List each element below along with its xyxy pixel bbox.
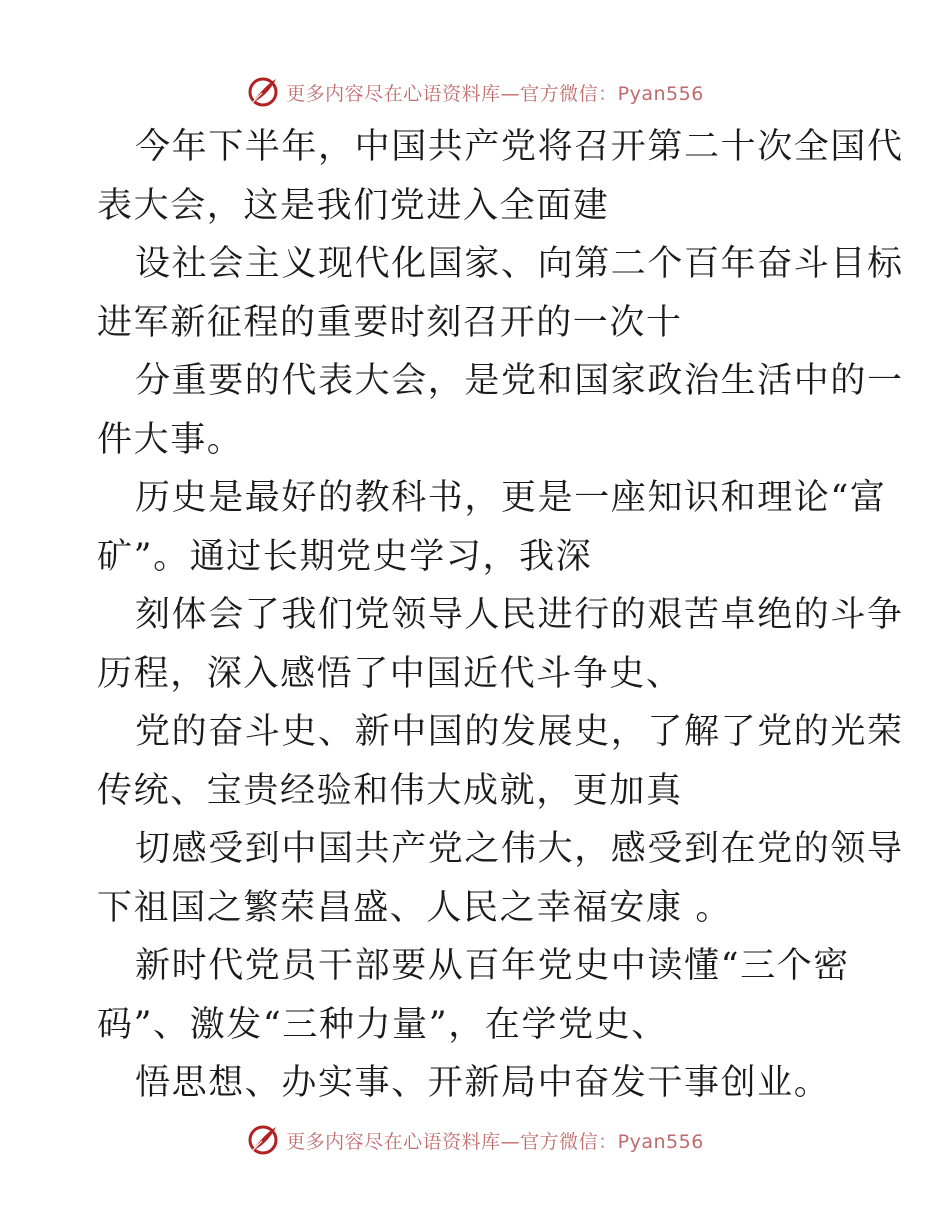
text-line: 历史是最好的教科书，更是一座知识和理论“富 xyxy=(135,478,887,518)
feather-seal-icon xyxy=(246,75,280,109)
text-line: 刻体会了我们党领导人民进行的艰苦卓绝的斗争 xyxy=(135,595,904,635)
document-body xyxy=(97,118,904,1113)
footer-watermark-text: 更多内容尽在心语资料库—官方微信：Pyan556 xyxy=(286,1130,704,1153)
text-line: 悟思想、办实事、开新局中奋发干事创业。 xyxy=(135,1063,831,1103)
text-line: 表大会，这是我们党进入全面建 xyxy=(97,185,610,226)
text-line: 码”、激发“三种力量”，在学党史、 xyxy=(97,1004,668,1045)
text-line: 件大事。 xyxy=(97,419,244,460)
text-line: 切感受到中国共产党之伟大，感受到在党的领导 xyxy=(135,829,904,869)
feather-seal-icon xyxy=(246,1123,280,1157)
header-watermark-text: 更多内容尽在心语资料库—官方微信：Pyan556 xyxy=(286,82,704,105)
text-line: 下祖国之繁荣昌盛、人民之幸福安康 。 xyxy=(97,887,732,928)
text-line: 党的奋斗史、新中国的发展史，了解了党的光荣 xyxy=(135,712,904,752)
text-line: 历程，深入感悟了中国近代斗争史、 xyxy=(97,653,683,694)
text-line: 矿”。通过长期党史学习，我深 xyxy=(97,536,593,577)
text-line: 设社会主义现代化国家、向第二个百年奋斗目标 xyxy=(135,244,904,284)
text-line: 传统、宝贵经验和伟大成就，更加真 xyxy=(97,770,683,811)
text-line: 新时代党员干部要从百年党史中读懂“三个密 xyxy=(135,946,850,986)
text-line: 分重要的代表大会，是党和国家政治生活中的一 xyxy=(135,361,904,401)
text-line: 进军新征程的重要时刻召开的一次十 xyxy=(97,302,683,343)
text-line: 今年下半年，中国共产党将召开第二十次全国代 xyxy=(135,127,904,167)
footer-watermark xyxy=(0,1120,950,1160)
header-watermark xyxy=(0,72,950,112)
